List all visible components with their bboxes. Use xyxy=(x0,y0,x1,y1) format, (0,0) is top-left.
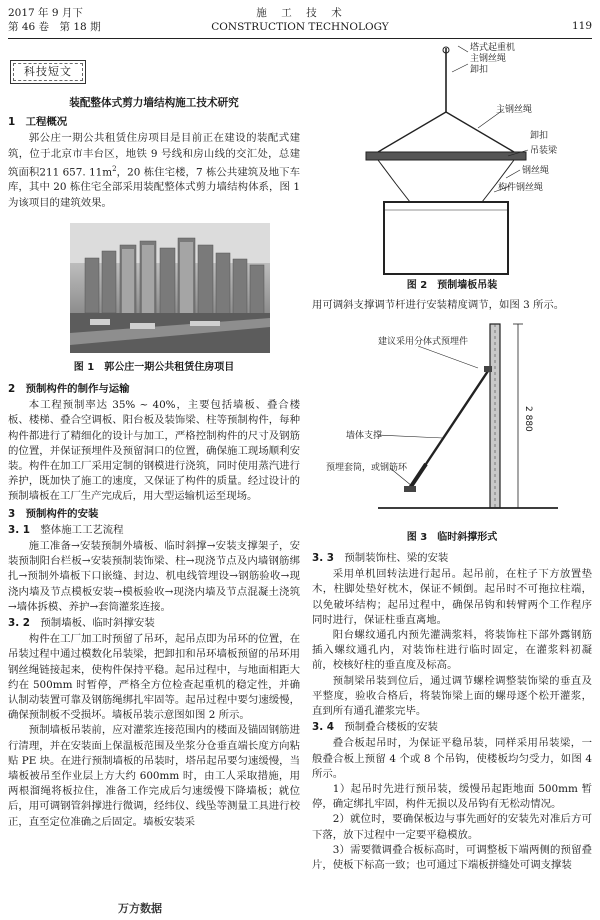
section-3-3-paragraph-3: 预制梁吊装到位后，通过调节螺栓调整装饰梁的垂直及平整度，验收合格后，将装饰梁上面的螺母逐个松开灌浆，直到所有通孔灌浆完毕。 xyxy=(312,674,592,718)
page-number: 119 xyxy=(571,20,592,32)
issue-date: 2017 年 9 月下 xyxy=(8,7,83,19)
fig2-label-main-rope-2: 主钢丝绳 xyxy=(496,105,533,115)
section-2-heading: 2 预制构件的制作与运输 xyxy=(8,383,130,395)
section-3-3-heading: 3. 3 预制装饰柱、梁的安装 xyxy=(312,552,449,564)
fig2-label-crane: 塔式起重机 xyxy=(470,43,516,53)
fig2-label-member-rope: 构件钢丝绳 xyxy=(498,183,544,193)
section-3-4-item-3: 3）需要微调叠合板标高时，可调整板下端两侧的预留叠片，使板下标高一致；也可通过下端板拼缝处可调支撑装 xyxy=(312,843,592,872)
journal-name xyxy=(8,6,592,34)
header-rule xyxy=(8,38,592,39)
figure-1-photo xyxy=(70,223,270,353)
section-3-2-heading: 3. 2 预制墙板、临时斜撑安装 xyxy=(8,617,155,630)
section-3-4-heading: 3. 4 预制叠合楼板的安装 xyxy=(312,721,438,734)
right-column-continuation xyxy=(312,298,592,313)
section-2-paragraph: 本工程预制率达 35% ~ 40%，主要包括墙板、叠合楼板、楼梯、叠合空调板、阳台板及装饰梁、柱等预制构件，每种构件都进行了精细化的设计与加工，严格控制构件的尺寸及钢筋的位置，并保证预埋件及预留洞口的位置，确保施工现场顺利安装。构件在加工厂采用定制的钢模进行浇筑，同时使用蒸汽进行养护，既加快了施工的速度，又保证了构件的质量。经过设计的预制墙板在工厂生产完成后，用大型运输机运至现场。 xyxy=(8,399,300,503)
fig3-label-wall-support: 墙体支撑 xyxy=(346,431,383,441)
fig2-label-shackle-2: 卸扣 xyxy=(530,131,549,141)
fig2-label-wire-rope: 钢丝绳 xyxy=(522,166,550,176)
column-tag: 科技短文 xyxy=(10,60,86,84)
fig2-label-shackle-1: 卸扣 xyxy=(470,65,489,75)
figure-2-caption: 图 2 预制墙板吊装 xyxy=(406,280,498,291)
section-3-4-item-1: 1）起吊时先进行预吊装，缓慢吊起距地面 500mm 暂停，确定绑扎牢固，构件无损以及吊钩有无松动情况。 xyxy=(312,783,592,811)
fig2-label-lifting-beam: 吊装梁 xyxy=(530,146,558,156)
page-header xyxy=(8,6,592,40)
section-3-3-paragraph-1: 采用单机回转法进行起吊。起吊前，在柱子下方放置垫木，柱脚处垫好枕木，保证不倾倒。起吊时不可拖拉柱端，以免破坏结构；起吊过程中，确保吊钩和转臂两个工作程序同时进行，保证柱垂直离地。 xyxy=(312,568,592,626)
section-3-1-paragraph: 施工准备→安装预制外墙板、临时斜撑→安装支撑架子，安装预制阳台栏板→安装预制装饰梁、柱→现浇节点及内墙钢筋绑扎→预制外墙板下口嵌缝、封边、机电线管埋设→钢筋验收→现浇内墙及节点模板安装→模板验收→现浇内墙及节点混凝土浇筑→墙体拆模、养护→套筒灌浆连接。 xyxy=(8,540,300,613)
section-3-2-paragraph-1: 构件在工厂加工时预留了吊环，起吊点即为吊环的位置，在吊装过程中通过模数化吊装梁，把卸扣和吊环墙板预留的吊环用钢丝绳链接起来，使构件保持平稳。起吊过程中，与地面相距大约在 500mm 时暂停，严格全方位检查起重机的稳定性，并确认制动装置可靠及钢筋绳绑扎牢固等。起吊过程中要匀速缓慢，确保预制板不受损坏。墙板吊装示意图如图 2 所示。 xyxy=(8,633,300,722)
section-3-2-paragraph-2: 预制墙板吊装前，应对灌浆连接范围内的楼面及锚固钢筋进行清理，并在安装面上保温板范围及坐浆分仓垂直端长度方向粘贴 PE 块。在进行预制墙板的吊装时，塔吊起吊要匀速缓慢，当墙板被吊至作业层上方大约 600mm 时，由工人采取措施，用两根溜绳将板拉住，准备工作完成后匀速缓慢下降墙板；就位后，用可调钢管斜撑进行微调，经纬仪、线坠等测量工具进行校正，直至定位准确之后固定。墙板安装采 xyxy=(8,724,300,828)
section-1-paragraph: 郭公庄一期公共租赁住房项目是目前正在建设的装配式建筑，位于北京市丰台区，地铁 9 号线和房山线的交汇处，总建筑面积211 657. $11m^2$，20 栋住宅楼，7 栋公共建筑及地下车库，其中 20 栋住宅全部采用装配整体式剪力墙结构体系，图 1 为该项目的建筑效果。 xyxy=(8,132,300,209)
fig3-label-embedded-part: 建议采用分体式预埋件 xyxy=(378,337,469,347)
article-title: 装配整体式剪力墙结构施工技术研究 xyxy=(69,97,239,109)
left-column-top xyxy=(8,90,300,211)
section-1-heading: 1 工程概况 xyxy=(8,116,68,129)
building-rendering-image xyxy=(70,223,270,353)
section-3-heading: 3 预制构件的安装 xyxy=(8,507,99,520)
journal-name-en: CONSTRUCTION TECHNOLOGY xyxy=(211,21,389,33)
figure-3-diagram xyxy=(318,318,590,520)
fig3-label-dimension: 2 880 xyxy=(523,406,533,432)
section-3-2-continuation: 用可调斜支撑调节杆进行安装精度调节，如图 3 所示。 xyxy=(312,299,565,311)
issue-volume: 第 46 卷 第 18 期 xyxy=(8,21,101,33)
right-column-bottom xyxy=(312,550,592,873)
journal-name-cn: 施 工 技 术 xyxy=(256,7,344,19)
section-3-4-item-2: 2）就位时，要确保板边与事先画好的安装先对准后方可下落，放下过程中一定要平稳模放。 xyxy=(312,813,592,841)
figure-3-caption: 图 3 临时斜撑形式 xyxy=(406,532,498,543)
section-3-4-paragraph-1: 叠合板起吊时，为保证平稳吊装，同样采用吊装梁，一般叠合板上预留 4 个或 8 个吊钩，使楼板均匀受力，如图 4 所示。 xyxy=(312,737,592,780)
fig3-label-sleeve: 预埋套筒，或钢筋环 xyxy=(326,463,408,473)
section-3-3-paragraph-2: 阳台螺纹通孔内预先灌满浆料，将装饰柱下部外露钢筋插入螺纹通孔内，对装饰柱进行临时固定，在灌浆料初凝前，校核好柱的垂直度及标高。 xyxy=(312,629,592,672)
figure-1-caption: 图 1 郭公庄一期公共租赁住房项目 xyxy=(73,362,235,373)
section-3-1-heading: 3. 1 整体施工工艺流程 xyxy=(8,523,124,536)
left-column-bottom xyxy=(8,380,300,830)
figure-2-diagram xyxy=(318,42,590,282)
footer-logo: 万方数据 xyxy=(118,902,162,915)
fig2-label-main-rope-1: 主钢丝绳 xyxy=(470,54,507,64)
